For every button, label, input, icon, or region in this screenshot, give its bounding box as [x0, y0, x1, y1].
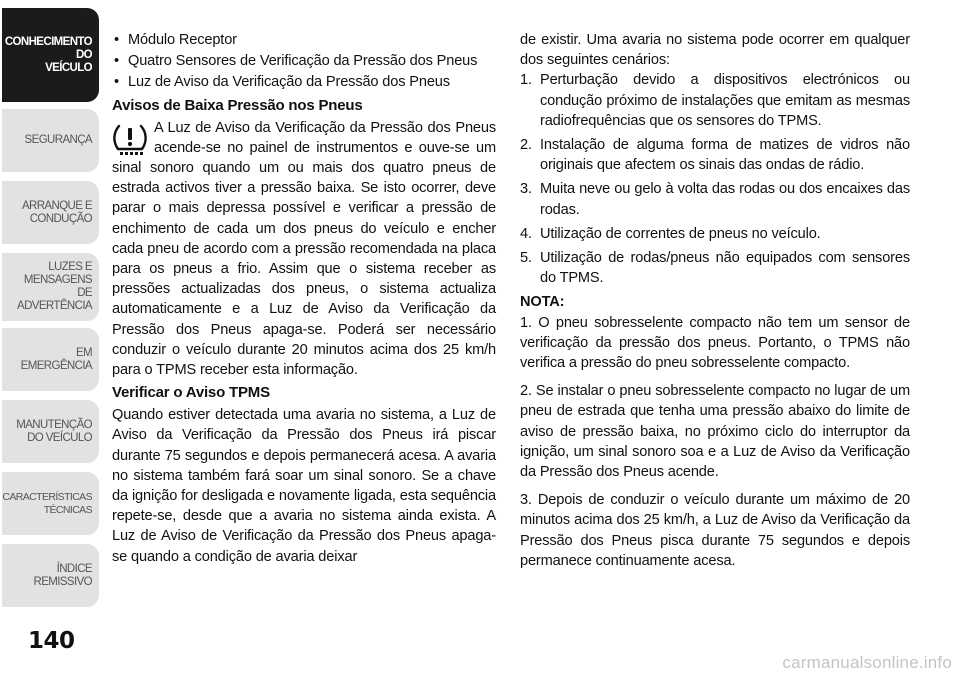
list-number: 5.	[520, 250, 532, 267]
left-column	[112, 30, 496, 567]
list-text: Instalação de alguma forma de matizes de vidros não originais que afectem os sinais das ondas de rádio.	[540, 137, 910, 174]
section-heading-verificar: Verificar o Aviso TPMS	[112, 384, 270, 402]
list-number: 3.	[520, 181, 532, 198]
list-item	[520, 224, 910, 244]
list-item	[520, 70, 910, 131]
paragraph-verificar: Quando estiver detectada uma avaria no sistema, a Luz de Aviso da Verificação da Pressão dos Pneus irá piscar durante 75 segundos e depois permanecerá acesa. A avaria no sistema também fará soar um sinal sonoro. Se a chave da ignição for desligada e novamente ligada, esta sequência repete-se, desde que a avaria no sistema ainda exista. A Luz de Aviso de Verificação da Pressão dos Pneus apaga-se quando a condição de avaria deixar	[112, 407, 496, 565]
tab-manutencao-do-veiculo[interactable]: MANUTENÇÃO DO VEÍCULO	[2, 400, 99, 463]
tab-em-emergencia[interactable]: EM EMERGÊNCIA	[2, 328, 99, 391]
scenario-list	[520, 70, 910, 288]
list-item: • Quatro Sensores de Verificação da Pressão dos Pneus	[112, 51, 496, 71]
tab-arranque-e-conducao[interactable]: ARRANQUE E CONDUÇÃO	[2, 181, 99, 244]
tab-seguranca[interactable]: SEGURANÇA	[2, 109, 99, 172]
list-item	[520, 248, 910, 288]
note-3: 3. Depois de conduzir o veículo durante um máximo de 20 minutos acima dos 25 km/h, a Luz de Aviso da Verificação da Pressão dos Pneus pisca durante 75 segundos e depois permanece continuamente acesa.	[520, 492, 910, 569]
list-text: Utilização de correntes de pneus no veículo.	[540, 225, 821, 242]
list-item	[520, 135, 910, 175]
right-column	[520, 30, 910, 571]
tab-caracteristicas-tecnicas[interactable]: CARACTERÍSTICAS TÉCNICAS	[2, 472, 99, 535]
paragraph-intro: de existir. Uma avaria no sistema pode ocorrer em qualquer dos seguintes cenários:	[520, 32, 910, 69]
note-title: NOTA:	[520, 294, 565, 311]
paragraph-avisos	[112, 118, 496, 381]
list-item: • Módulo Receptor	[112, 30, 496, 50]
list-number: 2.	[520, 137, 532, 154]
tab-indice-remissivo[interactable]: ÍNDICE REMISSIVO	[2, 544, 99, 607]
list-item: • Luz de Aviso da Verificação da Pressão dos Pneus	[112, 72, 496, 92]
paragraph-avisos-text: A Luz de Aviso da Verificação da Pressão dos Pneus acende-se no painel de instrumentos e ouve-se um sinal sonoro quando um ou mais dos quatro pneus de estrada activos tiver a pressão baixa. Se isto ocorrer, deve parar o mais depressa possível e verificar a pressão de enchimento de cada um dos pneus do veículo e encher cada pneu de acordo com a pressão recomendada na placa para os pneus a frio. Assim que o sistema receber as pressões actualizadas dos pneus, o sistema actualiza automaticamente e a Luz de Aviso da Verificação da Pressão dos Pneus apaga-se. Poderá ser necessário conduzir o veículo durante 20 minutos acima dos 25 km/h para o TPMS receber esta informação.	[112, 119, 496, 379]
tab-luzes-e-mensagens[interactable]: LUZES E MENSAGENS DE ADVERTÊNCIA	[2, 253, 99, 321]
note-2: 2. Se instalar o pneu sobresselente compacto no lugar de um pneu de estrada que tenha uma pressão abaixo do limite de aviso de pressão baixa, no próximo ciclo do interruptor da ignição, um sinal sonoro soa e a Luz de Aviso da Verificação da Pressão dos Pneus acende.	[520, 383, 910, 481]
list-text: Utilização de rodas/pneus não equipados com sensores do TPMS.	[540, 250, 910, 287]
page-number: 140	[28, 628, 75, 654]
list-number: 1.	[520, 72, 532, 89]
component-list	[112, 30, 496, 93]
section-heading-avisos: Avisos de Baixa Pressão nos Pneus	[112, 96, 363, 114]
list-text: Perturbação devido a dispositivos electrónicos ou condução próximo de instalações que emitam as mesmas radiofrequências que os sensores do TPMS.	[540, 72, 910, 129]
tab-conhecimento-do-veiculo[interactable]: CONHECIMENTO DO VEÍCULO	[2, 8, 99, 102]
list-number: 4.	[520, 225, 532, 242]
watermark: carmanualsonline.info	[782, 653, 952, 672]
note-1: 1. O pneu sobresselente compacto não tem um sensor de verificação da pressão dos pneus. Portanto, o TPMS não verifica a pressão do pneu sobresselente compacto.	[520, 314, 910, 372]
list-text: Muita neve ou gelo à volta das rodas ou dos encaixes das rodas.	[540, 181, 910, 218]
tpms-warning-icon	[112, 120, 148, 158]
chapter-tabs	[0, 0, 104, 678]
list-item	[520, 179, 910, 219]
